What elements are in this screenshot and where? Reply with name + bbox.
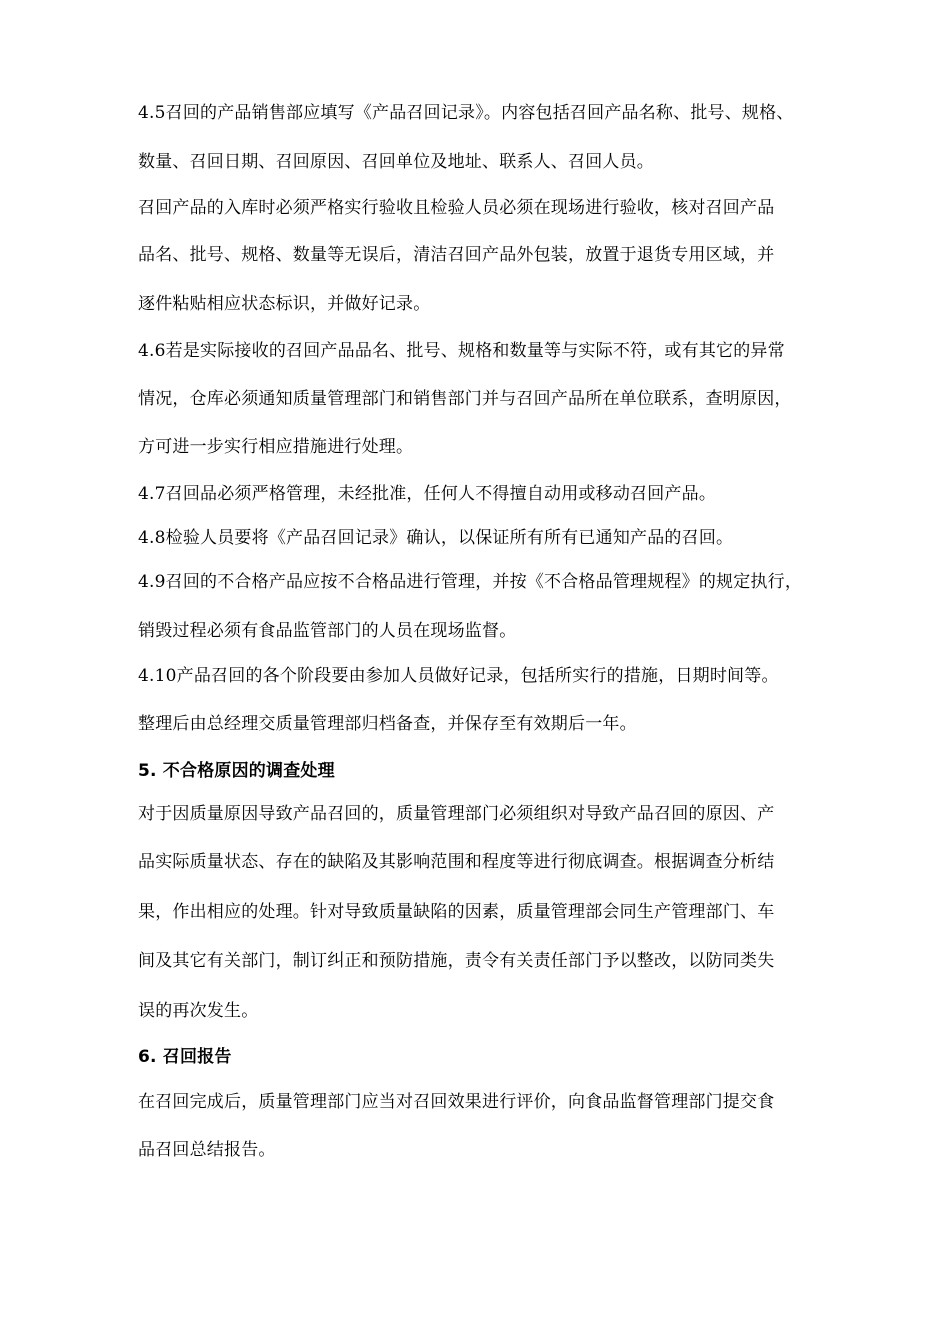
- section-5-line-1: 对于因质量原因导致产品召回的，质量管理部门必须组织对导致产品召回的原因、产: [138, 804, 775, 824]
- paragraph-4-6-line-2: 情况，仓库必须通知质量管理部门和销售部门并与召回产品所在单位联系，查明原因，: [138, 389, 792, 409]
- paragraph-inbound-line-2: 品名、批号、规格、数量等无误后，清洁召回产品外包装，放置于退货专用区域，并: [138, 245, 775, 265]
- section-5-line-3: 果，作出相应的处理。针对导致质量缺陷的因素，质量管理部会同生产管理部门、车: [138, 902, 775, 922]
- section-5-heading: 5. 不合格原因的调查处理: [138, 761, 335, 781]
- paragraph-4-5-line-1: 4.5召回的产品销售部应填写《产品召回记录》。内容包括召回产品名称、批号、规格、: [138, 103, 794, 123]
- section-6-heading: 6. 召回报告: [138, 1047, 232, 1067]
- paragraph-4-10-line-2: 整理后由总经理交质量管理部归档备查，并保存至有效期后一年。: [138, 714, 637, 734]
- paragraph-4-5-line-2: 数量、召回日期、召回原因、召回单位及地址、联系人、召回人员。: [138, 152, 654, 172]
- paragraph-4-7: 4.7召回品必须严格管理，未经批准，任何人不得擅自动用或移动召回产品。: [138, 484, 717, 504]
- paragraph-4-6-line-3: 方可进一步实行相应措施进行处理。: [138, 437, 414, 457]
- section-5-line-5: 误的再次发生。: [138, 1001, 259, 1021]
- paragraph-4-9-line-2: 销毁过程必须有食品监管部门的人员在现场监督。: [138, 621, 517, 641]
- paragraph-inbound-line-3: 逐件粘贴相应状态标识，并做好记录。: [138, 294, 431, 314]
- section-6-line-1: 在召回完成后，质量管理部门应当对召回效果进行评价，向食品监督管理部门提交食: [138, 1092, 775, 1112]
- section-5-line-4: 间及其它有关部门，制订纠正和预防措施，责令有关责任部门予以整改，以防同类失: [138, 951, 775, 971]
- section-6-line-2: 品召回总结报告。: [138, 1140, 276, 1160]
- paragraph-4-8: 4.8检验人员要将《产品召回记录》确认，以保证所有所有已通知产品的召回。: [138, 528, 734, 548]
- paragraph-inbound-line-1: 召回产品的入库时必须严格实行验收且检验人员必须在现场进行验收，核对召回产品: [138, 198, 775, 218]
- paragraph-4-10-line-1: 4.10产品召回的各个阶段要由参加人员做好记录，包括所实行的措施，日期时间等。: [138, 666, 779, 686]
- paragraph-4-6-line-1: 4.6若是实际接收的召回产品品名、批号、规格和数量等与实际不符，或有其它的异常: [138, 341, 785, 361]
- section-5-line-2: 品实际质量状态、存在的缺陷及其影响范围和程度等进行彻底调查。根据调查分析结: [138, 852, 775, 872]
- paragraph-4-9-line-1: 4.9召回的不合格产品应按不合格品进行管理，并按《不合格品管理规程》的规定执行，: [138, 572, 803, 592]
